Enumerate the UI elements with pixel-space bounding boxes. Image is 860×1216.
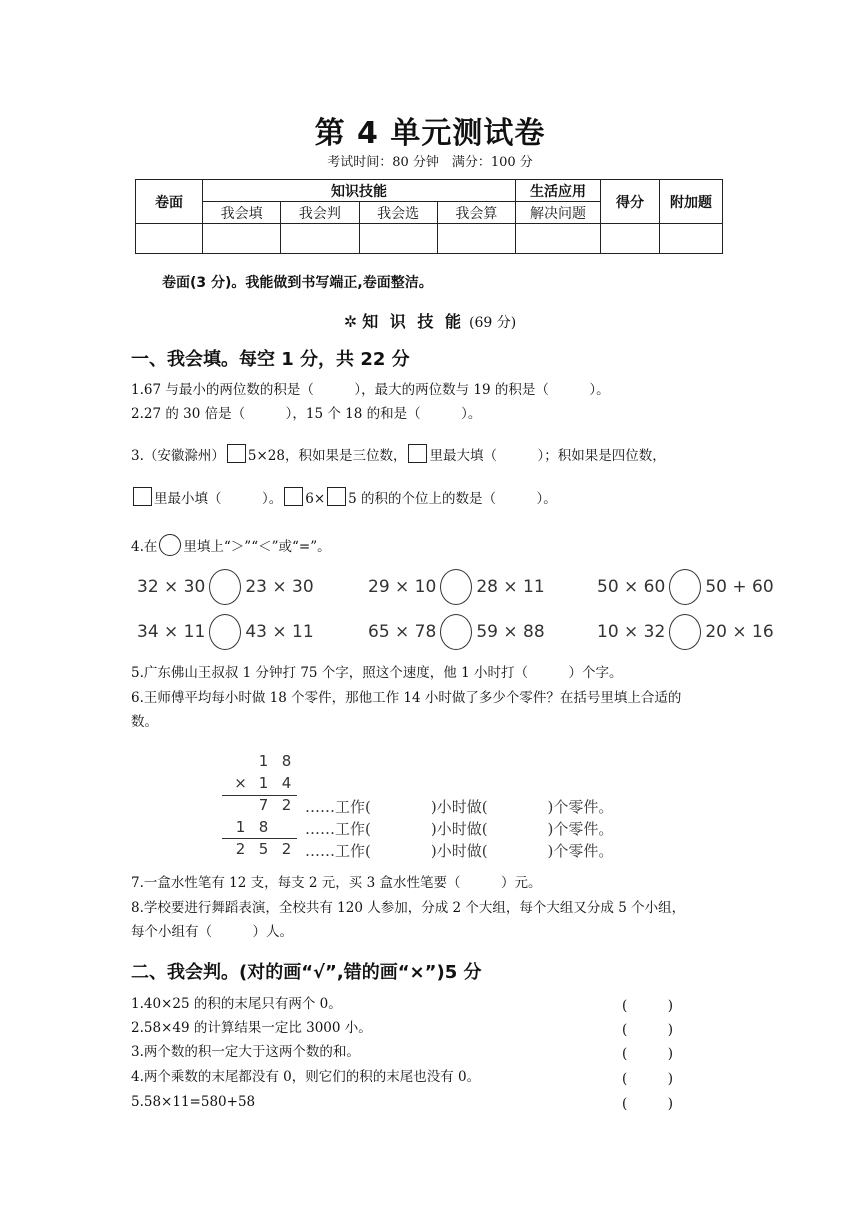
- header-shenghuo: 生活应用: [516, 180, 601, 202]
- header-fujia: 附加题: [660, 180, 723, 224]
- q3-text: 里最小填（ ）。: [154, 491, 283, 507]
- knowledge-skills-header: [0, 309, 860, 332]
- compare-item: [368, 569, 545, 605]
- compare-left: 29 × 10: [368, 577, 437, 597]
- question-3-line1: [131, 444, 666, 466]
- answer-paren[interactable]: ( ): [622, 1046, 674, 1062]
- score-cell[interactable]: [136, 224, 203, 254]
- question-6-line1: 6.王师傅平均每小时做 18 个零件，那他工作 14 小时做了多少个零件？在括号里填上合适的: [131, 690, 682, 706]
- judge-item-3: 3.两个数的积一定大于这两个数的和。: [131, 1044, 360, 1060]
- mult-line: [222, 838, 297, 839]
- question-5: 5.广东佛山王叔叔 1 分钟打 75 个字，照这个速度，他 1 小时打（ ）个字。: [131, 665, 623, 681]
- digit: 2: [281, 840, 292, 858]
- compare-circle[interactable]: [209, 614, 241, 650]
- question-8-line1: 8.学校要进行舞蹈表演，全校共有 120 人参加，分成 2 个大组，每个大组又分成 5 个小组，: [131, 900, 686, 916]
- header-sub: 解决问题: [516, 202, 601, 224]
- page-title: 第 4 单元测试卷: [314, 116, 546, 151]
- q4-text: 里填上“＞”“＜”或“=”。: [183, 539, 331, 555]
- compare-item: [368, 614, 545, 650]
- question-2: 2.27 的 30 倍是（ ），15 个 18 的和是（ ）。: [131, 406, 482, 422]
- digit: 1: [258, 752, 269, 770]
- digit: 8: [258, 818, 269, 836]
- compare-left: 50 × 60: [597, 577, 666, 597]
- judge-item-4: 4.两个乘数的末尾都没有 0，则它们的积的末尾也没有 0。: [131, 1069, 481, 1085]
- judge-item-2: 2.58×49 的计算结果一定比 3000 小。: [131, 1020, 372, 1036]
- compare-circle[interactable]: [209, 569, 241, 605]
- judge-item-1: 1.40×25 的积的末尾只有两个 0。: [131, 996, 342, 1012]
- compare-right: 23 × 30: [245, 577, 314, 597]
- score-cell[interactable]: [516, 224, 601, 254]
- answer-paren[interactable]: ( ): [622, 1071, 674, 1087]
- score-cell[interactable]: [281, 224, 359, 254]
- answer-paren[interactable]: ( ): [622, 998, 674, 1014]
- digit: 1: [258, 774, 269, 792]
- q3-text: 5×28，积如果是三位数，: [247, 448, 407, 464]
- compare-item: [137, 614, 314, 650]
- question-8-line2: 每个小组有（ ）人。: [131, 924, 293, 940]
- compare-left: 34 × 11: [137, 622, 206, 642]
- digit: 1: [235, 818, 246, 836]
- question-3-line2: [131, 487, 557, 509]
- blank-box[interactable]: [284, 487, 303, 506]
- mult-desc: ……工作( )小时做( )个零件。: [305, 798, 614, 816]
- knowledge-skills-points: (69 分): [469, 315, 517, 331]
- mult-desc: ……工作( )小时做( )个零件。: [305, 842, 614, 860]
- blank-box[interactable]: [227, 444, 246, 463]
- section2-heading: 二、我会判。(对的画“√”,错的画“×”)5 分: [131, 962, 482, 983]
- compare-right: 43 × 11: [245, 622, 314, 642]
- digit: 4: [281, 774, 292, 792]
- compare-circle[interactable]: [669, 614, 701, 650]
- score-cell[interactable]: [660, 224, 723, 254]
- header-zhishi: 知识技能: [203, 180, 516, 202]
- q4-text: 4.在: [131, 539, 158, 555]
- question-7: 7.一盒水性笔有 12 支，每支 2 元，买 3 盒水性笔要（ ）元。: [131, 875, 542, 891]
- times-sign: ×: [234, 774, 247, 792]
- blank-box[interactable]: [133, 487, 152, 506]
- header-sub: 我会算: [437, 202, 515, 224]
- score-table: [135, 179, 723, 254]
- juanmian-note: 卷面(3 分)。我能做到书写端正,卷面整洁。: [162, 275, 433, 291]
- compare-right: 20 × 16: [705, 622, 774, 642]
- score-cell[interactable]: [203, 224, 281, 254]
- compare-item: [597, 569, 774, 605]
- blank-box[interactable]: [408, 444, 427, 463]
- question-1: 1.67 与最小的两位数的积是（ ），最大的两位数与 19 的积是（ ）。: [131, 382, 610, 398]
- compare-right: 28 × 11: [476, 577, 545, 597]
- mult-row-4: [203, 818, 275, 836]
- mult-row-2: [226, 774, 298, 792]
- header-sub: 我会填: [203, 202, 281, 224]
- q3-text: 5 的积的个位上的数是（ ）。: [348, 491, 557, 507]
- answer-paren[interactable]: ( ): [622, 1096, 674, 1112]
- header-sub: 我会判: [281, 202, 359, 224]
- score-cell[interactable]: [601, 224, 660, 254]
- header-defen: 得分: [601, 180, 660, 224]
- header-sub: 我会选: [359, 202, 437, 224]
- mult-desc: ……工作( )小时做( )个零件。: [305, 820, 614, 838]
- q3-text: 里最大填（ ）；积如果是四位数，: [429, 448, 666, 464]
- judge-item-5: 5.58×11=580+58: [131, 1094, 256, 1110]
- blank-box[interactable]: [327, 487, 346, 506]
- digit: 5: [258, 840, 269, 858]
- score-cell[interactable]: [437, 224, 515, 254]
- circle-icon: [159, 534, 181, 556]
- compare-right: 59 × 88: [476, 622, 545, 642]
- exam-info: 考试时间：80 分钟 满分：100 分: [327, 155, 533, 170]
- q3-text: 3.（安徽滁州）: [131, 448, 225, 464]
- compare-circle[interactable]: [669, 569, 701, 605]
- compare-item: [137, 569, 314, 605]
- flower-icon: ✲: [343, 312, 358, 331]
- compare-circle[interactable]: [440, 569, 472, 605]
- digit: 2: [281, 796, 292, 814]
- mult-row-1: [226, 752, 298, 770]
- question-4: [131, 534, 331, 557]
- digit: 2: [235, 840, 246, 858]
- mult-row-5: [226, 840, 298, 858]
- answer-paren[interactable]: ( ): [622, 1022, 674, 1038]
- compare-right: 50 + 60: [705, 577, 774, 597]
- compare-item: [597, 614, 774, 650]
- digit: 8: [281, 752, 292, 770]
- header-juanmian: 卷面: [136, 180, 203, 224]
- section1-heading: 一、我会填。每空 1 分，共 22 分: [131, 349, 410, 370]
- knowledge-skills-label: 知 识 技 能: [362, 312, 464, 331]
- digit: 7: [258, 796, 269, 814]
- question-6-line2: 数。: [131, 714, 158, 730]
- mult-row-3: [226, 796, 298, 814]
- compare-left: 32 × 30: [137, 577, 206, 597]
- q3-text: 6×: [305, 491, 326, 507]
- compare-left: 65 × 78: [368, 622, 437, 642]
- compare-circle[interactable]: [440, 614, 472, 650]
- score-cell[interactable]: [359, 224, 437, 254]
- compare-left: 10 × 32: [597, 622, 666, 642]
